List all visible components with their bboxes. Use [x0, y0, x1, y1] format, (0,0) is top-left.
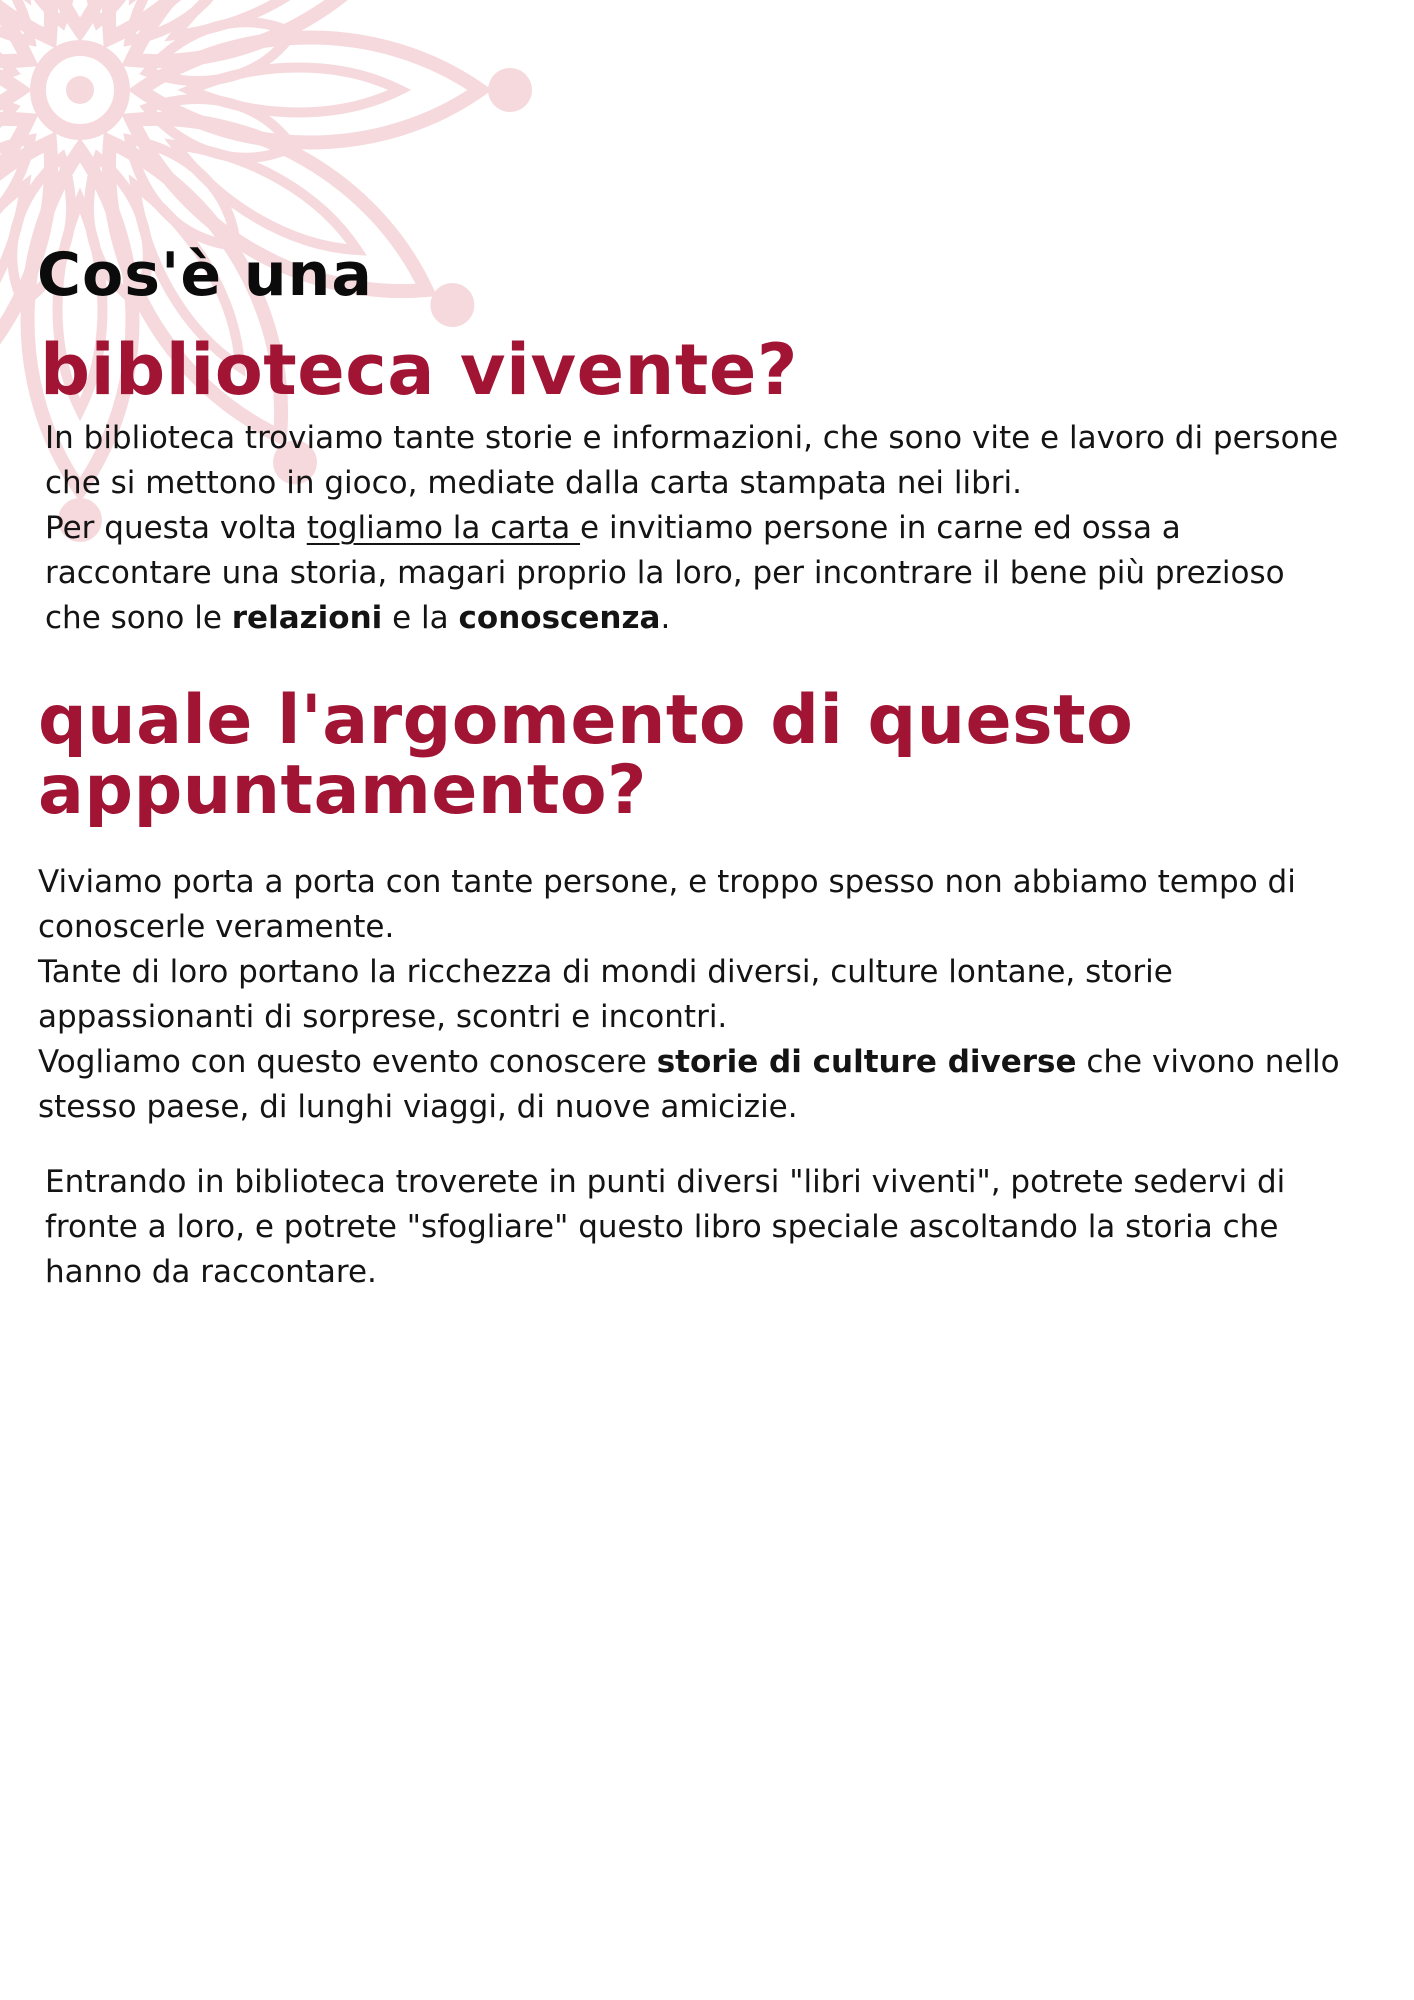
intro-line-2: che si mettono in gioco, mediate dalla carta stampata nei libri.	[45, 465, 1022, 501]
topic-line-4: appassionanti di sorprese, scontri e incontri.	[38, 999, 728, 1035]
topic-line-2: conoscerle veramente.	[38, 909, 395, 945]
topic-paragraph	[38, 860, 1378, 1130]
section-heading	[38, 681, 1134, 830]
instructions-line-1: Entrando in biblioteca troverete in punti diversi "libri viventi", potrete sedervi di	[45, 1164, 1286, 1200]
topic-line-1: Viviamo porta a porta con tante persone, e troppo spesso non abbiamo tempo di	[38, 864, 1296, 900]
bold-storie-di-culture: storie di culture diverse	[656, 1044, 1077, 1080]
instructions-paragraph	[45, 1160, 1385, 1295]
instructions-line-2: fronte a loro, e potrete "sfogliare" questo libro speciale ascoltando la storia che	[45, 1209, 1279, 1245]
section-heading-line-1: quale l'argomento di questo	[38, 681, 1134, 760]
topic-line-5-pre: Vogliamo con questo evento conoscere	[38, 1044, 657, 1080]
title-line-2: biblioteca vivente?	[40, 329, 798, 411]
intro-line-4: raccontare una storia, magari proprio la loro, per incontrare il bene più prezioso	[45, 555, 1285, 591]
section-heading-line-2: appuntamento?	[38, 751, 648, 830]
topic-line-6: stesso paese, di lunghi viaggi, di nuove amicizie.	[38, 1089, 798, 1125]
intro-line-5-post: .	[660, 600, 671, 636]
intro-line-5-mid: e la	[382, 600, 459, 636]
underlined-phrase: togliamo la carta	[306, 510, 581, 546]
intro-line-5	[45, 596, 1385, 641]
title-line-1: Cos'è una	[37, 240, 373, 310]
intro-line-3-post: e invitiamo persone in carne ed ossa a	[580, 510, 1181, 546]
intro-line-5-pre: che sono le	[45, 600, 232, 636]
intro-line-3	[45, 506, 1385, 551]
bold-relazioni: relazioni	[231, 600, 383, 636]
intro-line-1: In biblioteca troviamo tante storie e informazioni, che sono vite e lavoro di persone	[45, 420, 1339, 456]
instructions-line-3: hanno da raccontare.	[45, 1254, 377, 1290]
topic-line-5	[38, 1040, 1378, 1085]
intro-paragraph	[45, 416, 1385, 641]
bold-conoscenza: conoscenza	[458, 600, 661, 636]
intro-line-3-pre: Per questa volta	[45, 510, 307, 546]
topic-line-3: Tante di loro portano la ricchezza di mondi diversi, culture lontane, storie	[38, 954, 1173, 990]
topic-line-5-post: che vivono nello	[1076, 1044, 1340, 1080]
